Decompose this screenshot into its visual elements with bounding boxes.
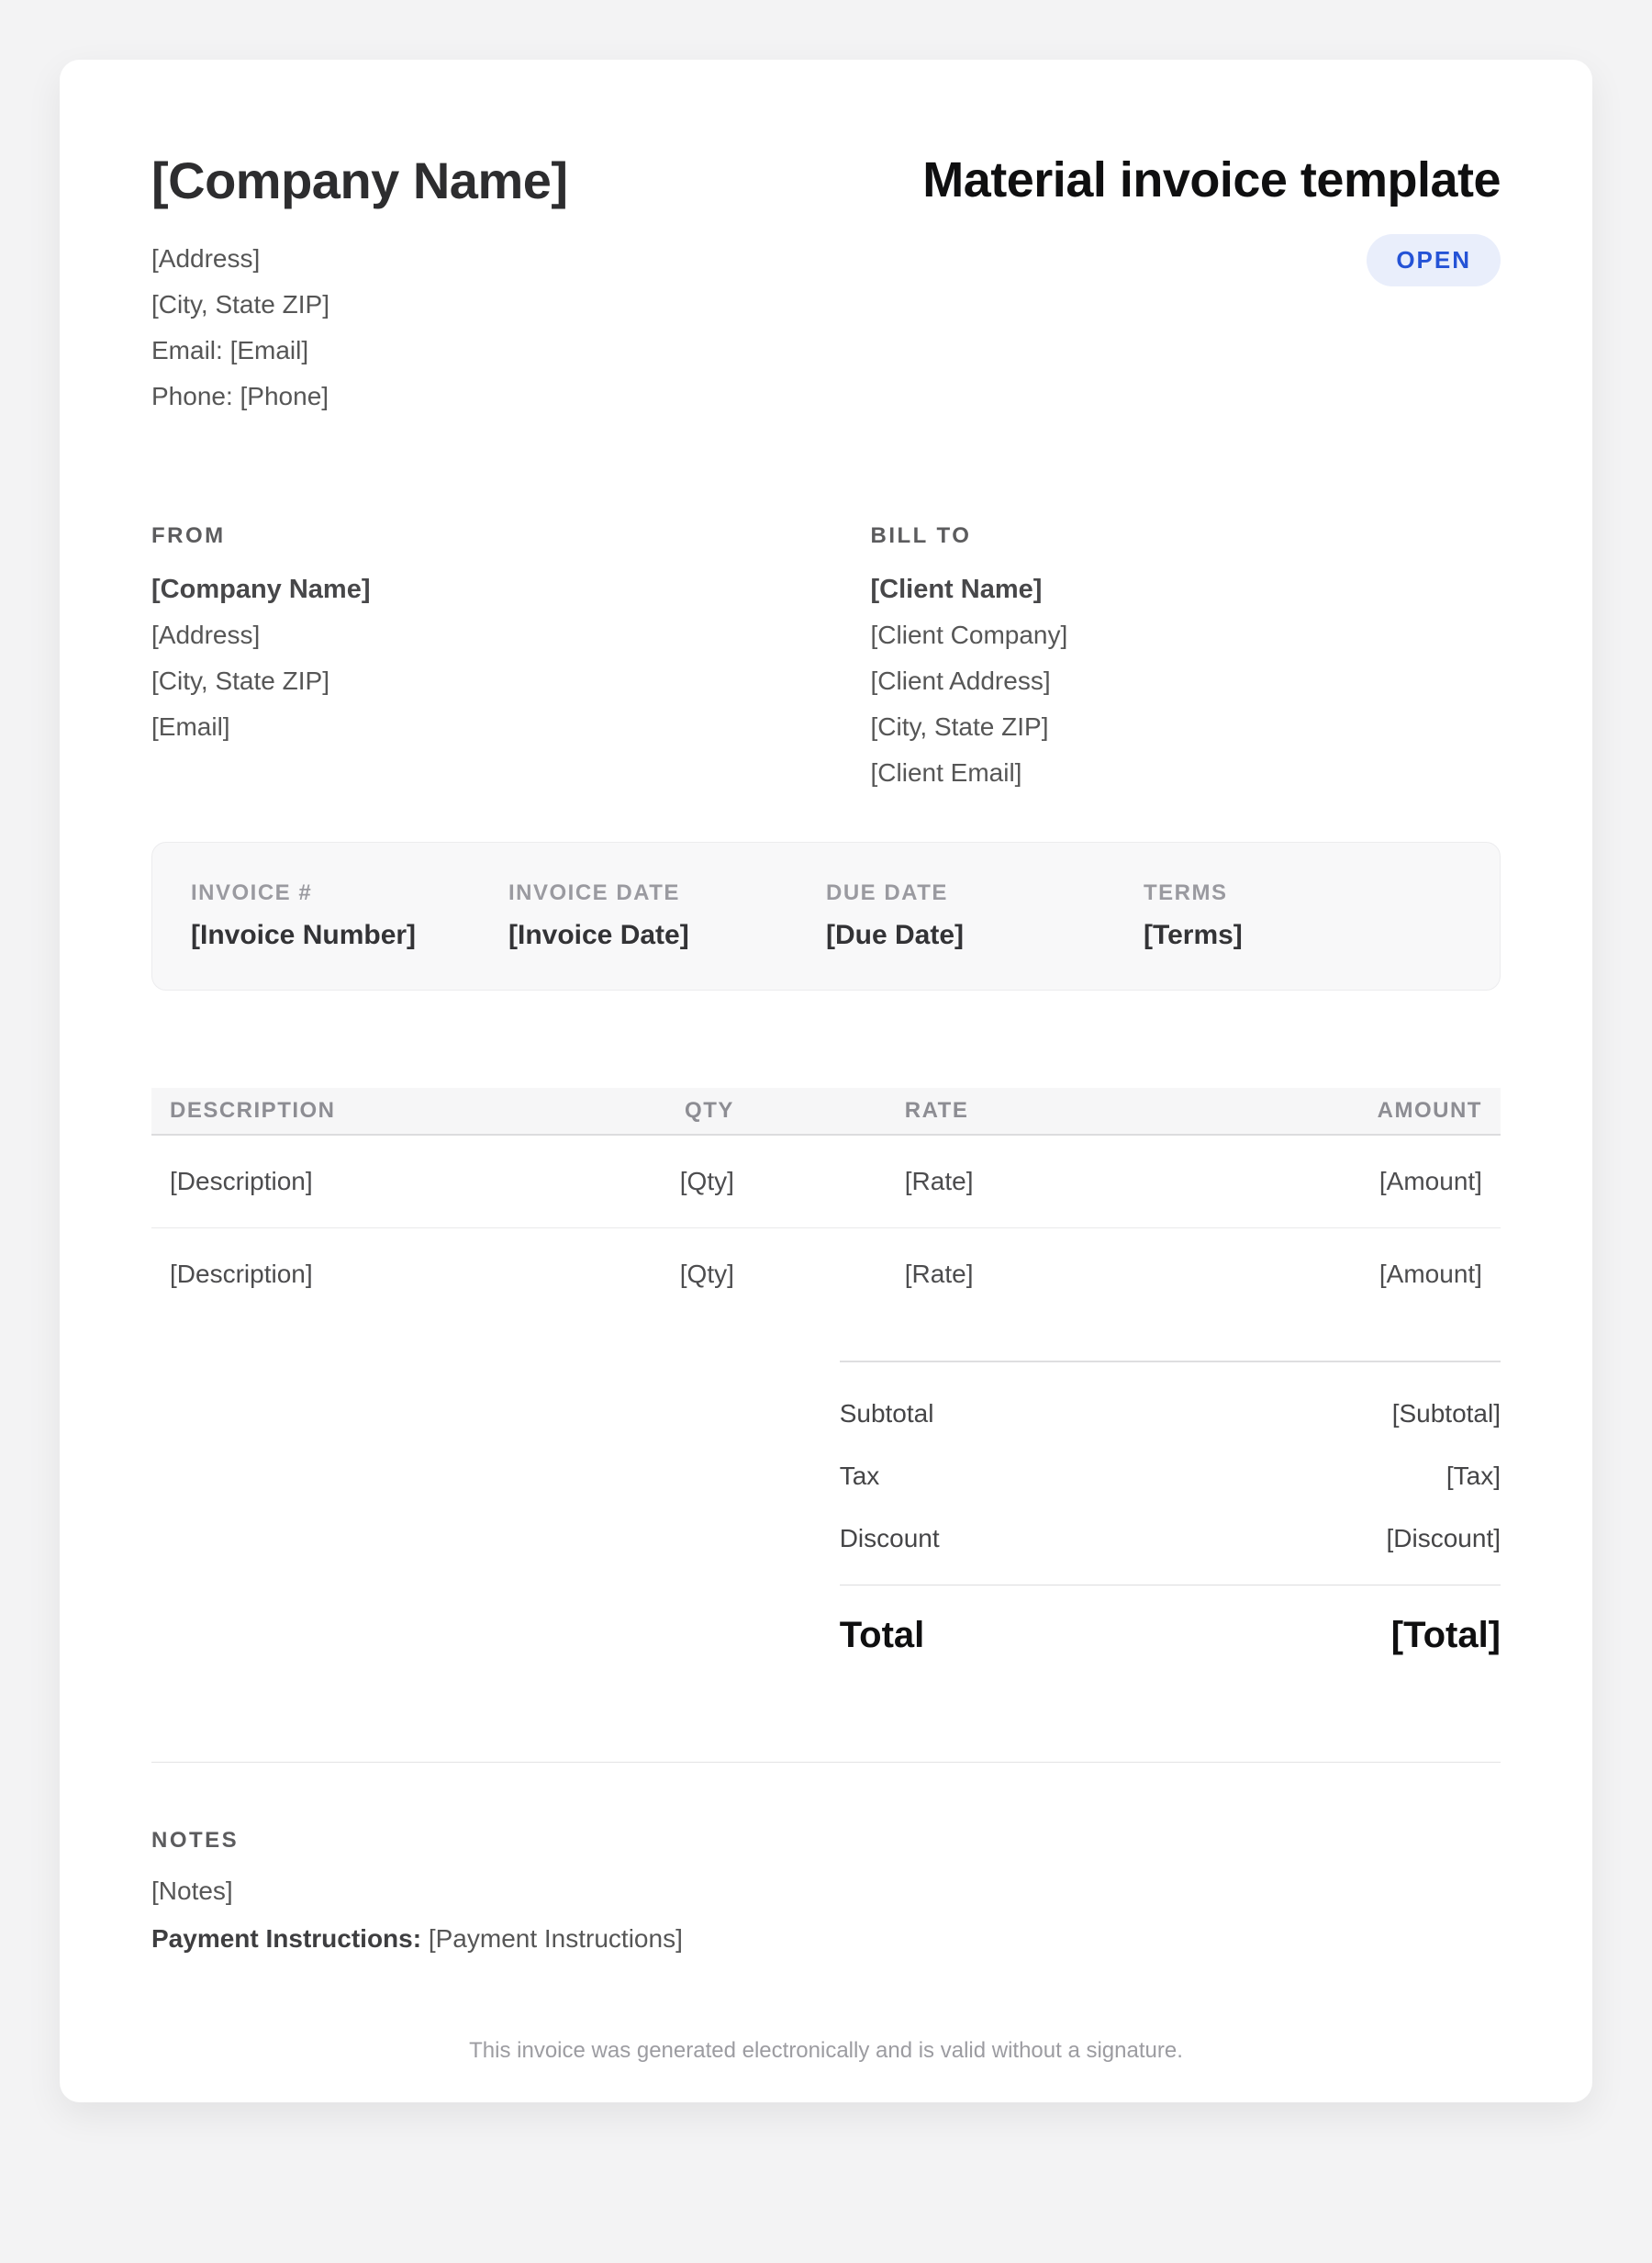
cell-rate: [Rate] xyxy=(904,1167,974,1195)
notes-heading: NOTES xyxy=(151,1828,240,1853)
company-address: [Address] xyxy=(151,244,261,273)
meta-label: DUE DATE xyxy=(826,880,948,905)
total-row xyxy=(840,1613,1501,1657)
payment-instructions-value: [Payment Instructions] xyxy=(428,1924,683,1953)
company-name: [Company Name] xyxy=(151,151,568,209)
company-city-state-zip: [City, State ZIP] xyxy=(151,290,329,319)
invoice-meta-box xyxy=(151,842,1501,991)
company-email: Email: [Email] xyxy=(151,336,309,364)
cell-amount: [Amount] xyxy=(1379,1167,1482,1195)
from-heading: FROM xyxy=(151,523,226,548)
open-badge[interactable]: OPEN xyxy=(1367,234,1501,286)
cell-qty: [Qty] xyxy=(679,1260,734,1288)
column-header-qty: QTY xyxy=(685,1098,734,1123)
discount-value: [Discount] xyxy=(1386,1524,1501,1552)
from-block xyxy=(151,521,871,796)
subtotal-label: Subtotal xyxy=(839,1399,934,1428)
total-label: Total xyxy=(839,1615,925,1655)
meta-invoice-date xyxy=(508,880,826,952)
discount-row xyxy=(840,1522,1501,1555)
company-phone: Phone: [Phone] xyxy=(151,382,329,410)
payment-instructions-line xyxy=(151,1919,1501,1959)
client-email: [Client Email] xyxy=(870,758,1022,787)
meta-value: [Invoice Number] xyxy=(191,920,417,950)
client-address: [Client Address] xyxy=(870,667,1051,695)
total-value: [Total] xyxy=(1390,1615,1501,1655)
cell-description: [Description] xyxy=(170,1260,313,1288)
subtotal-row xyxy=(840,1397,1501,1430)
totals-block xyxy=(840,1361,1501,1657)
meta-value: [Invoice Date] xyxy=(508,920,689,950)
header xyxy=(151,151,1501,420)
meta-invoice-number xyxy=(191,880,508,952)
cell-rate: [Rate] xyxy=(904,1260,974,1288)
table-row xyxy=(151,1136,1501,1228)
page-title: Material invoice template xyxy=(922,152,1501,207)
column-header-description: DESCRIPTION xyxy=(170,1098,336,1123)
tax-value: [Tax] xyxy=(1446,1462,1501,1490)
notes-divider xyxy=(151,1762,1501,1763)
meta-value: [Terms] xyxy=(1144,920,1243,950)
company-block xyxy=(151,151,568,420)
footer-disclaimer: This invoice was generated electronically and is valid without a signature. xyxy=(469,2038,1183,2063)
meta-value: [Due Date] xyxy=(826,920,965,950)
notes-section xyxy=(151,1825,1501,1959)
payment-instructions-label: Payment Instructions: xyxy=(151,1924,422,1953)
cell-amount: [Amount] xyxy=(1379,1260,1482,1288)
cell-qty: [Qty] xyxy=(679,1167,734,1195)
column-header-rate: RATE xyxy=(904,1098,969,1123)
from-company-name: [Company Name] xyxy=(151,575,371,604)
client-name: [Client Name] xyxy=(870,575,1043,604)
meta-terms xyxy=(1144,880,1461,952)
client-city-state-zip: [City, State ZIP] xyxy=(870,712,1049,741)
meta-label: INVOICE DATE xyxy=(508,880,680,905)
column-header-amount: AMOUNT xyxy=(1377,1098,1482,1123)
meta-label: INVOICE # xyxy=(191,880,313,905)
from-email: [Email] xyxy=(151,712,230,741)
table-header-row xyxy=(151,1088,1501,1136)
bill-to-heading: BILL TO xyxy=(870,523,972,548)
bill-to-block xyxy=(871,521,1501,796)
tax-label: Tax xyxy=(839,1462,880,1490)
subtotal-value: [Subtotal] xyxy=(1391,1399,1501,1428)
parties-section xyxy=(151,521,1501,796)
page-background xyxy=(0,60,1652,2263)
company-contact-block xyxy=(151,236,568,420)
meta-due-date xyxy=(826,880,1144,952)
cell-description: [Description] xyxy=(170,1167,313,1195)
line-items-table xyxy=(151,1088,1501,1320)
title-block xyxy=(922,151,1501,286)
notes-body: [Notes] xyxy=(151,1876,233,1905)
discount-label: Discount xyxy=(839,1524,940,1552)
meta-label: TERMS xyxy=(1144,880,1228,905)
from-address: [Address] xyxy=(151,621,261,649)
table-row xyxy=(151,1228,1501,1320)
invoice-card xyxy=(60,60,1592,2102)
tax-row xyxy=(840,1460,1501,1493)
from-city-state-zip: [City, State ZIP] xyxy=(151,667,329,695)
client-company: [Client Company] xyxy=(870,621,1068,649)
